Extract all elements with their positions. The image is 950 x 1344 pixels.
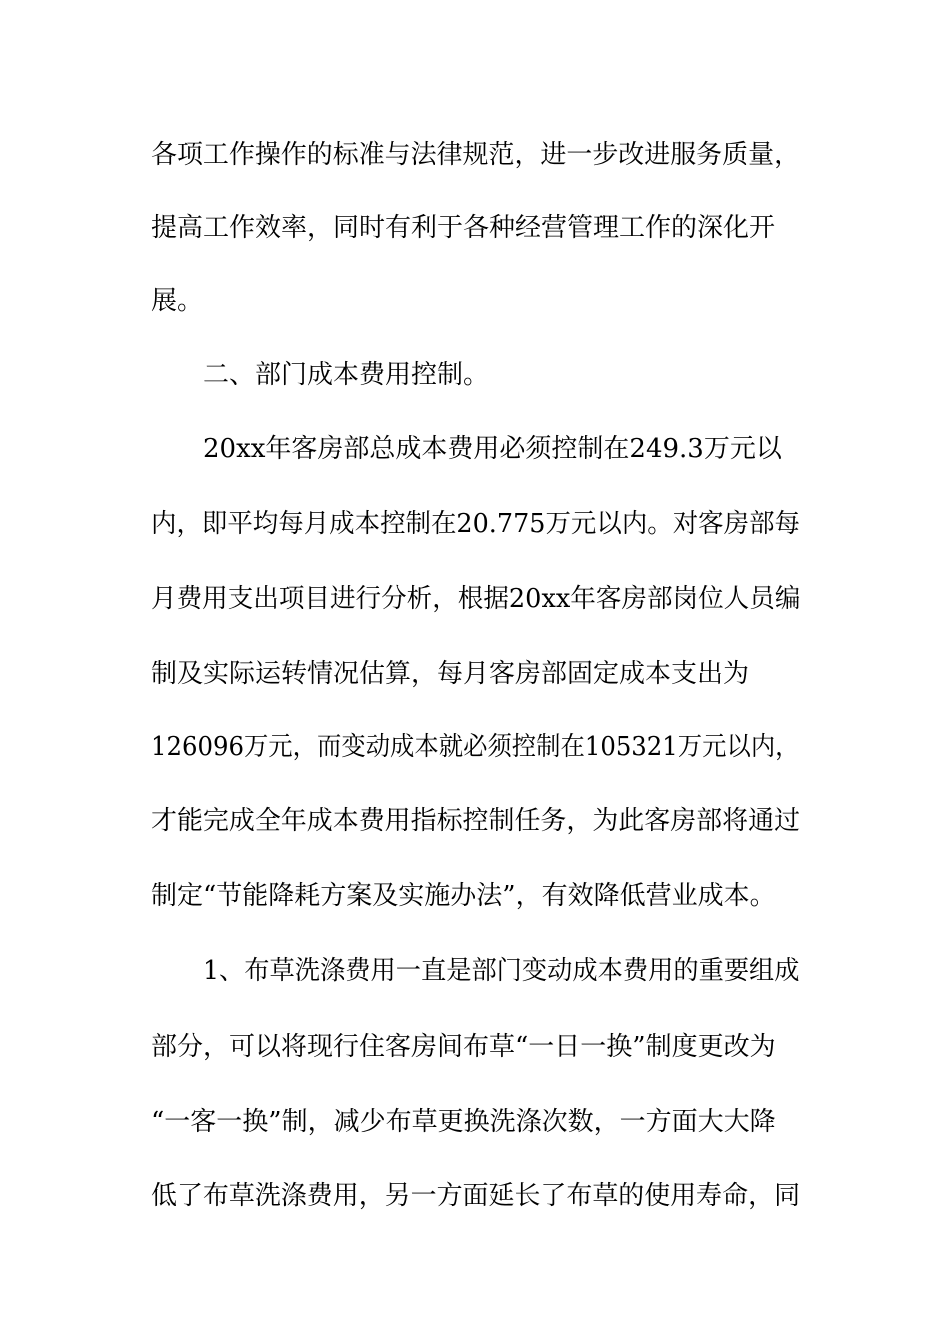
text-line: 才能完成全年成本费用指标控制任务，为此客房部将通过 (151, 806, 801, 836)
text-line: 制及实际运转情况估算，每月客房部固定成本支出为 (151, 659, 750, 689)
text-line: 月费用支出项目进行分析，根据20xx年客房部岗位人员编 (151, 584, 801, 614)
text-line: 内，即平均每月成本控制在20.775万元以内。对客房部每 (151, 509, 800, 539)
text-line: 20xx年客房部总成本费用必须控制在249.3万元以 (203, 434, 782, 464)
text-line: “一客一换”制，减少布草更换洗涤次数，一方面大大降 (151, 1107, 776, 1137)
text-line: 制定“节能降耗方案及实施办法”，有效降低营业成本。 (151, 881, 776, 911)
text-line: 1、布草洗涤费用一直是部门变动成本费用的重要组成 (203, 956, 800, 986)
text-line: 提高工作效率，同时有利于各种经营管理工作的深化开 (151, 213, 776, 243)
text-line: 低了布草洗涤费用，另一方面延长了布草的使用寿命，同 (151, 1181, 801, 1211)
text-line: 126096万元，而变动成本就必须控制在105321万元以内， (151, 732, 800, 762)
text-line: 展。 (151, 286, 204, 316)
text-line: 部分，可以将现行住客房间布草“一日一换”制度更改为 (151, 1032, 776, 1062)
text-line: 各项工作操作的标准与法律规范，进一步改进服务质量， (151, 140, 801, 170)
section-heading: 二、部门成本费用控制。 (203, 360, 490, 390)
